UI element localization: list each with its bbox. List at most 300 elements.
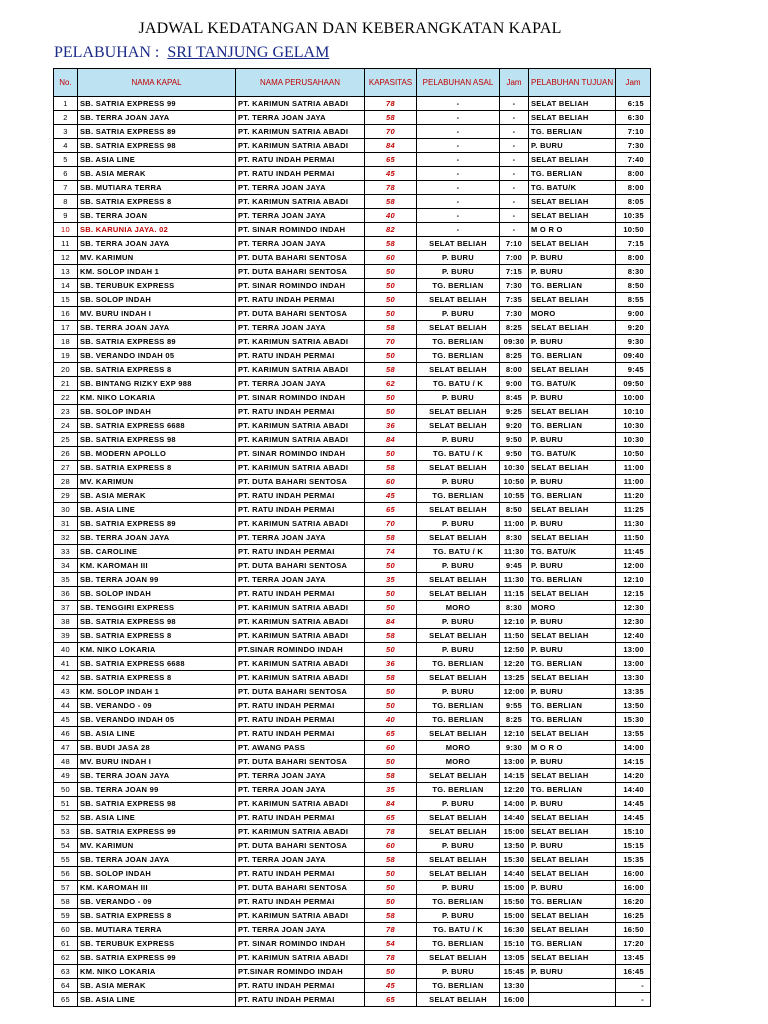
table-row (54, 461, 651, 475)
row-no: 64 (54, 979, 78, 993)
table-row (54, 475, 651, 489)
table-row (54, 867, 651, 881)
ship-name: KM. NIKO LOKARIA (78, 391, 236, 405)
row-no: 16 (54, 307, 78, 321)
origin-port: SELAT BELIAH (417, 531, 500, 545)
capacity: 58 (365, 909, 417, 923)
ship-name: SB. TERRA JOAN 99 (78, 783, 236, 797)
departure-time: 16:45 (616, 965, 651, 979)
destination-port: SELAT BELIAH (529, 629, 616, 643)
arrival-time: 8:25 (500, 321, 529, 335)
table-row (54, 629, 651, 643)
company-name: PT. TERRA JOAN JAYA (236, 111, 365, 125)
ship-name: SB. SATRIA EXPRESS 98 (78, 139, 236, 153)
capacity: 78 (365, 951, 417, 965)
arrival-time: 7:35 (500, 293, 529, 307)
row-no: 51 (54, 797, 78, 811)
destination-port: P. BURU (529, 265, 616, 279)
capacity: 50 (365, 895, 417, 909)
departure-time: 11:50 (616, 531, 651, 545)
ship-name: SB. ASIA LINE (78, 727, 236, 741)
capacity: 65 (365, 503, 417, 517)
row-no: 29 (54, 489, 78, 503)
company-name: PT. DUTA BAHARI SENTOSA (236, 307, 365, 321)
capacity: 36 (365, 657, 417, 671)
row-no: 5 (54, 153, 78, 167)
capacity: 70 (365, 335, 417, 349)
arrival-time: 09:30 (500, 335, 529, 349)
arrival-time: 12:20 (500, 783, 529, 797)
ship-name: SB. ASIA LINE (78, 993, 236, 1007)
capacity: 50 (365, 559, 417, 573)
arrival-time: 9:55 (500, 699, 529, 713)
origin-port: TG. BERLIAN (417, 489, 500, 503)
departure-time: 14:00 (616, 741, 651, 755)
capacity: 50 (365, 293, 417, 307)
col-header-departure-time: Jam (616, 69, 651, 97)
arrival-time: 14:15 (500, 769, 529, 783)
arrival-time: 9:20 (500, 419, 529, 433)
arrival-time: 8:00 (500, 363, 529, 377)
row-no: 20 (54, 363, 78, 377)
table-row (54, 391, 651, 405)
origin-port: SELAT BELIAH (417, 811, 500, 825)
table-row (54, 755, 651, 769)
ship-name: SB. MUTIARA TERRA (78, 181, 236, 195)
company-name: PT. KARIMUN SATRIA ABADI (236, 461, 365, 475)
ship-name: KM. KAROMAH III (78, 559, 236, 573)
destination-port: SELAT BELIAH (529, 363, 616, 377)
table-row (54, 671, 651, 685)
destination-port: SELAT BELIAH (529, 237, 616, 251)
company-name: PT. DUTA BAHARI SENTOSA (236, 475, 365, 489)
company-name: PT. KARIMUN SATRIA ABADI (236, 517, 365, 531)
row-no: 26 (54, 447, 78, 461)
table-row (54, 111, 651, 125)
capacity: 65 (365, 153, 417, 167)
arrival-time: 14:40 (500, 811, 529, 825)
capacity: 58 (365, 111, 417, 125)
arrival-time: 15:30 (500, 853, 529, 867)
company-name: PT.SINAR ROMINDO INDAH (236, 965, 365, 979)
row-no: 37 (54, 601, 78, 615)
origin-port: - (417, 125, 500, 139)
table-row (54, 601, 651, 615)
destination-port: P. BURU (529, 839, 616, 853)
departure-time: 13:00 (616, 643, 651, 657)
row-no: 46 (54, 727, 78, 741)
arrival-time: - (500, 97, 529, 111)
departure-time: 15:10 (616, 825, 651, 839)
departure-time: 12:00 (616, 559, 651, 573)
company-name: PT. SINAR ROMINDO INDAH (236, 223, 365, 237)
ship-name: SB. SATRIA EXPRESS 98 (78, 433, 236, 447)
destination-port: TG. BERLIAN (529, 279, 616, 293)
company-name: PT.SINAR ROMINDO INDAH (236, 643, 365, 657)
ship-name: SB. ASIA MERAK (78, 979, 236, 993)
company-name: PT. SINAR ROMINDO INDAH (236, 279, 365, 293)
capacity: 45 (365, 167, 417, 181)
origin-port: TG. BERLIAN (417, 783, 500, 797)
destination-port: P. BURU (529, 643, 616, 657)
row-no: 28 (54, 475, 78, 489)
table-row (54, 125, 651, 139)
departure-time: 8:55 (616, 293, 651, 307)
capacity: 54 (365, 937, 417, 951)
destination-port: SELAT BELIAH (529, 923, 616, 937)
company-name: PT. TERRA JOAN JAYA (236, 321, 365, 335)
origin-port: SELAT BELIAH (417, 293, 500, 307)
row-no: 35 (54, 573, 78, 587)
departure-time: 12:15 (616, 587, 651, 601)
table-row (54, 531, 651, 545)
capacity: 58 (365, 671, 417, 685)
table-row (54, 167, 651, 181)
arrival-time: - (500, 125, 529, 139)
arrival-time: 12:10 (500, 615, 529, 629)
origin-port: SELAT BELIAH (417, 825, 500, 839)
row-no: 59 (54, 909, 78, 923)
table-row (54, 405, 651, 419)
destination-port: SELAT BELIAH (529, 727, 616, 741)
origin-port: P. BURU (417, 475, 500, 489)
ship-name: SB. TERRA JOAN (78, 209, 236, 223)
row-no: 58 (54, 895, 78, 909)
table-header-row (54, 69, 651, 97)
company-name: PT. TERRA JOAN JAYA (236, 377, 365, 391)
table-row (54, 447, 651, 461)
departure-time: 12:10 (616, 573, 651, 587)
arrival-time: - (500, 139, 529, 153)
origin-port: TG. BATU / K (417, 377, 500, 391)
departure-time: 17:20 (616, 937, 651, 951)
table-row (54, 713, 651, 727)
company-name: PT. RATU INDAH PERMAI (236, 349, 365, 363)
arrival-time: - (500, 195, 529, 209)
capacity: 50 (365, 447, 417, 461)
arrival-time: 16:00 (500, 993, 529, 1007)
arrival-time: 8:25 (500, 349, 529, 363)
company-name: PT. SINAR ROMINDO INDAH (236, 391, 365, 405)
departure-time: 10:50 (616, 223, 651, 237)
destination-port: SELAT BELIAH (529, 293, 616, 307)
table-row (54, 741, 651, 755)
departure-time: - (616, 979, 651, 993)
capacity: 65 (365, 811, 417, 825)
origin-port: SELAT BELIAH (417, 587, 500, 601)
capacity: 58 (365, 321, 417, 335)
destination-port: TG. BERLIAN (529, 349, 616, 363)
arrival-time: 10:50 (500, 475, 529, 489)
departure-time: 6:15 (616, 97, 651, 111)
table-row (54, 349, 651, 363)
company-name: PT. RATU INDAH PERMAI (236, 587, 365, 601)
table-row (54, 181, 651, 195)
destination-port: SELAT BELIAH (529, 531, 616, 545)
ship-name: SB. VERANDO - 09 (78, 699, 236, 713)
row-no: 31 (54, 517, 78, 531)
origin-port: SELAT BELIAH (417, 727, 500, 741)
departure-time: 16:00 (616, 867, 651, 881)
row-no: 30 (54, 503, 78, 517)
company-name: PT. KARIMUN SATRIA ABADI (236, 951, 365, 965)
ship-name: SB. CAROLINE (78, 545, 236, 559)
row-no: 50 (54, 783, 78, 797)
departure-time: 8:00 (616, 251, 651, 265)
ship-name: SB. SATRIA EXPRESS 98 (78, 797, 236, 811)
arrival-time: 13:25 (500, 671, 529, 685)
origin-port: TG. BERLIAN (417, 349, 500, 363)
arrival-time: 14:00 (500, 797, 529, 811)
arrival-time: 11:15 (500, 587, 529, 601)
row-no: 3 (54, 125, 78, 139)
arrival-time: 7:00 (500, 251, 529, 265)
table-row (54, 223, 651, 237)
table-row (54, 195, 651, 209)
departure-time: 11:00 (616, 461, 651, 475)
origin-port: SELAT BELIAH (417, 573, 500, 587)
origin-port: SELAT BELIAH (417, 363, 500, 377)
destination-port: SELAT BELIAH (529, 769, 616, 783)
company-name: PT. SINAR ROMINDO INDAH (236, 447, 365, 461)
col-header-capacity: KAPASITAS (365, 69, 417, 97)
table-row (54, 489, 651, 503)
departure-time: 15:35 (616, 853, 651, 867)
company-name: PT. RATU INDAH PERMAI (236, 867, 365, 881)
capacity: 36 (365, 419, 417, 433)
destination-port: TG. BATU/K (529, 447, 616, 461)
capacity: 40 (365, 713, 417, 727)
ship-name: SB. SOLOP INDAH (78, 587, 236, 601)
ship-name: SB. VERANDO - 09 (78, 895, 236, 909)
ship-name: KM. SOLOP INDAH 1 (78, 685, 236, 699)
table-row (54, 363, 651, 377)
departure-time: 13:35 (616, 685, 651, 699)
origin-port: SELAT BELIAH (417, 867, 500, 881)
origin-port: P. BURU (417, 643, 500, 657)
company-name: PT. KARIMUN SATRIA ABADI (236, 825, 365, 839)
arrival-time: - (500, 167, 529, 181)
destination-port: SELAT BELIAH (529, 209, 616, 223)
departure-time: 14:15 (616, 755, 651, 769)
departure-time: 14:40 (616, 783, 651, 797)
table-row (54, 615, 651, 629)
table-row (54, 545, 651, 559)
company-name: PT. TERRA JOAN JAYA (236, 237, 365, 251)
destination-port: M O R O (529, 223, 616, 237)
destination-port: P. BURU (529, 433, 616, 447)
ship-name: SB. SATRIA EXPRESS 99 (78, 97, 236, 111)
origin-port: MORO (417, 755, 500, 769)
arrival-time: 8:25 (500, 713, 529, 727)
row-no: 42 (54, 671, 78, 685)
departure-time: 13:45 (616, 951, 651, 965)
destination-port: SELAT BELIAH (529, 461, 616, 475)
capacity: 50 (365, 867, 417, 881)
destination-port: TG. BERLIAN (529, 125, 616, 139)
capacity: 50 (365, 587, 417, 601)
row-no: 17 (54, 321, 78, 335)
row-no: 22 (54, 391, 78, 405)
row-no: 60 (54, 923, 78, 937)
origin-port: TG. BERLIAN (417, 335, 500, 349)
departure-time: 13:00 (616, 657, 651, 671)
arrival-time: 12:10 (500, 727, 529, 741)
ship-name: SB. ASIA LINE (78, 811, 236, 825)
col-header-ship-name: NAMA KAPAL (78, 69, 236, 97)
row-no: 12 (54, 251, 78, 265)
row-no: 7 (54, 181, 78, 195)
row-no: 23 (54, 405, 78, 419)
table-row (54, 979, 651, 993)
ship-name: SB. ASIA MERAK (78, 167, 236, 181)
departure-time: 12:30 (616, 615, 651, 629)
arrival-time: 9:30 (500, 741, 529, 755)
ship-name: KM. SOLOP INDAH 1 (78, 265, 236, 279)
destination-port: P. BURU (529, 517, 616, 531)
origin-port: - (417, 153, 500, 167)
arrival-time: 15:50 (500, 895, 529, 909)
company-name: PT. KARIMUN SATRIA ABADI (236, 195, 365, 209)
arrival-time: - (500, 153, 529, 167)
row-no: 8 (54, 195, 78, 209)
table-row (54, 657, 651, 671)
departure-time: 11:45 (616, 545, 651, 559)
capacity: 84 (365, 433, 417, 447)
destination-port: SELAT BELIAH (529, 97, 616, 111)
col-header-company: NAMA PERUSAHAAN (236, 69, 365, 97)
arrival-time: 11:00 (500, 517, 529, 531)
row-no: 11 (54, 237, 78, 251)
capacity: 82 (365, 223, 417, 237)
ship-name: MV. KARIMUN (78, 475, 236, 489)
ship-name: MV. KARIMUN (78, 251, 236, 265)
origin-port: SELAT BELIAH (417, 321, 500, 335)
company-name: PT. RATU INDAH PERMAI (236, 993, 365, 1007)
departure-time: 13:30 (616, 671, 651, 685)
row-no: 43 (54, 685, 78, 699)
destination-port: P. BURU (529, 139, 616, 153)
table-row (54, 153, 651, 167)
ship-name: SB. SATRIA EXPRESS 8 (78, 363, 236, 377)
ship-name: SB. SOLOP INDAH (78, 867, 236, 881)
origin-port: TG. BATU / K (417, 447, 500, 461)
port-label: PELABUHAN : (54, 44, 160, 61)
origin-port: P. BURU (417, 909, 500, 923)
destination-port: TG. BERLIAN (529, 783, 616, 797)
departure-time: 14:45 (616, 797, 651, 811)
departure-time: 10:50 (616, 447, 651, 461)
capacity: 50 (365, 643, 417, 657)
capacity: 58 (365, 237, 417, 251)
arrival-time: 9:50 (500, 447, 529, 461)
destination-port: P. BURU (529, 475, 616, 489)
destination-port: TG. BERLIAN (529, 489, 616, 503)
destination-port: SELAT BELIAH (529, 587, 616, 601)
arrival-time: 11:30 (500, 573, 529, 587)
capacity: 50 (365, 349, 417, 363)
table-row (54, 965, 651, 979)
ship-name: SB. SATRIA EXPRESS 98 (78, 615, 236, 629)
row-no: 2 (54, 111, 78, 125)
origin-port: P. BURU (417, 265, 500, 279)
capacity: 60 (365, 839, 417, 853)
destination-port: P. BURU (529, 685, 616, 699)
table-row (54, 335, 651, 349)
capacity: 40 (365, 209, 417, 223)
arrival-time: 13:00 (500, 755, 529, 769)
row-no: 9 (54, 209, 78, 223)
company-name: PT. KARIMUN SATRIA ABADI (236, 433, 365, 447)
table-row (54, 517, 651, 531)
origin-port: SELAT BELIAH (417, 461, 500, 475)
company-name: PT. RATU INDAH PERMAI (236, 895, 365, 909)
origin-port: TG. BERLIAN (417, 657, 500, 671)
capacity: 50 (365, 601, 417, 615)
table-row (54, 265, 651, 279)
company-name: PT. KARIMUN SATRIA ABADI (236, 125, 365, 139)
company-name: PT. TERRA JOAN JAYA (236, 923, 365, 937)
origin-port: - (417, 181, 500, 195)
ship-name: SB. VERANDO INDAH 05 (78, 713, 236, 727)
origin-port: MORO (417, 741, 500, 755)
departure-time: 14:45 (616, 811, 651, 825)
origin-port: - (417, 111, 500, 125)
origin-port: - (417, 167, 500, 181)
table-row (54, 839, 651, 853)
company-name: PT. KARIMUN SATRIA ABADI (236, 363, 365, 377)
ship-name: SB. TERRA JOAN JAYA (78, 111, 236, 125)
departure-time: 6:30 (616, 111, 651, 125)
destination-port: SELAT BELIAH (529, 671, 616, 685)
arrival-time: 13:50 (500, 839, 529, 853)
departure-time: 12:30 (616, 601, 651, 615)
arrival-time: 11:30 (500, 545, 529, 559)
capacity: 50 (365, 685, 417, 699)
table-row (54, 321, 651, 335)
departure-time: 13:50 (616, 699, 651, 713)
origin-port: P. BURU (417, 839, 500, 853)
arrival-time: 15:00 (500, 825, 529, 839)
row-no: 44 (54, 699, 78, 713)
ship-name: SB. SATRIA EXPRESS 99 (78, 951, 236, 965)
ship-name: SB. SATRIA EXPRESS 8 (78, 909, 236, 923)
departure-time: - (616, 993, 651, 1007)
destination-port: SELAT BELIAH (529, 853, 616, 867)
destination-port: SELAT BELIAH (529, 825, 616, 839)
company-name: PT. KARIMUN SATRIA ABADI (236, 797, 365, 811)
table-row (54, 237, 651, 251)
row-no: 65 (54, 993, 78, 1007)
row-no: 13 (54, 265, 78, 279)
destination-port: P. BURU (529, 559, 616, 573)
table-row (54, 643, 651, 657)
departure-time: 10:30 (616, 433, 651, 447)
destination-port (529, 993, 616, 1007)
capacity: 58 (365, 461, 417, 475)
origin-port: SELAT BELIAH (417, 993, 500, 1007)
capacity: 74 (365, 545, 417, 559)
arrival-time: - (500, 223, 529, 237)
arrival-time: 11:50 (500, 629, 529, 643)
arrival-time: 13:05 (500, 951, 529, 965)
table-row (54, 503, 651, 517)
departure-time: 7:30 (616, 139, 651, 153)
row-no: 49 (54, 769, 78, 783)
capacity: 65 (365, 727, 417, 741)
destination-port: TG. BERLIAN (529, 895, 616, 909)
origin-port: TG. BERLIAN (417, 979, 500, 993)
